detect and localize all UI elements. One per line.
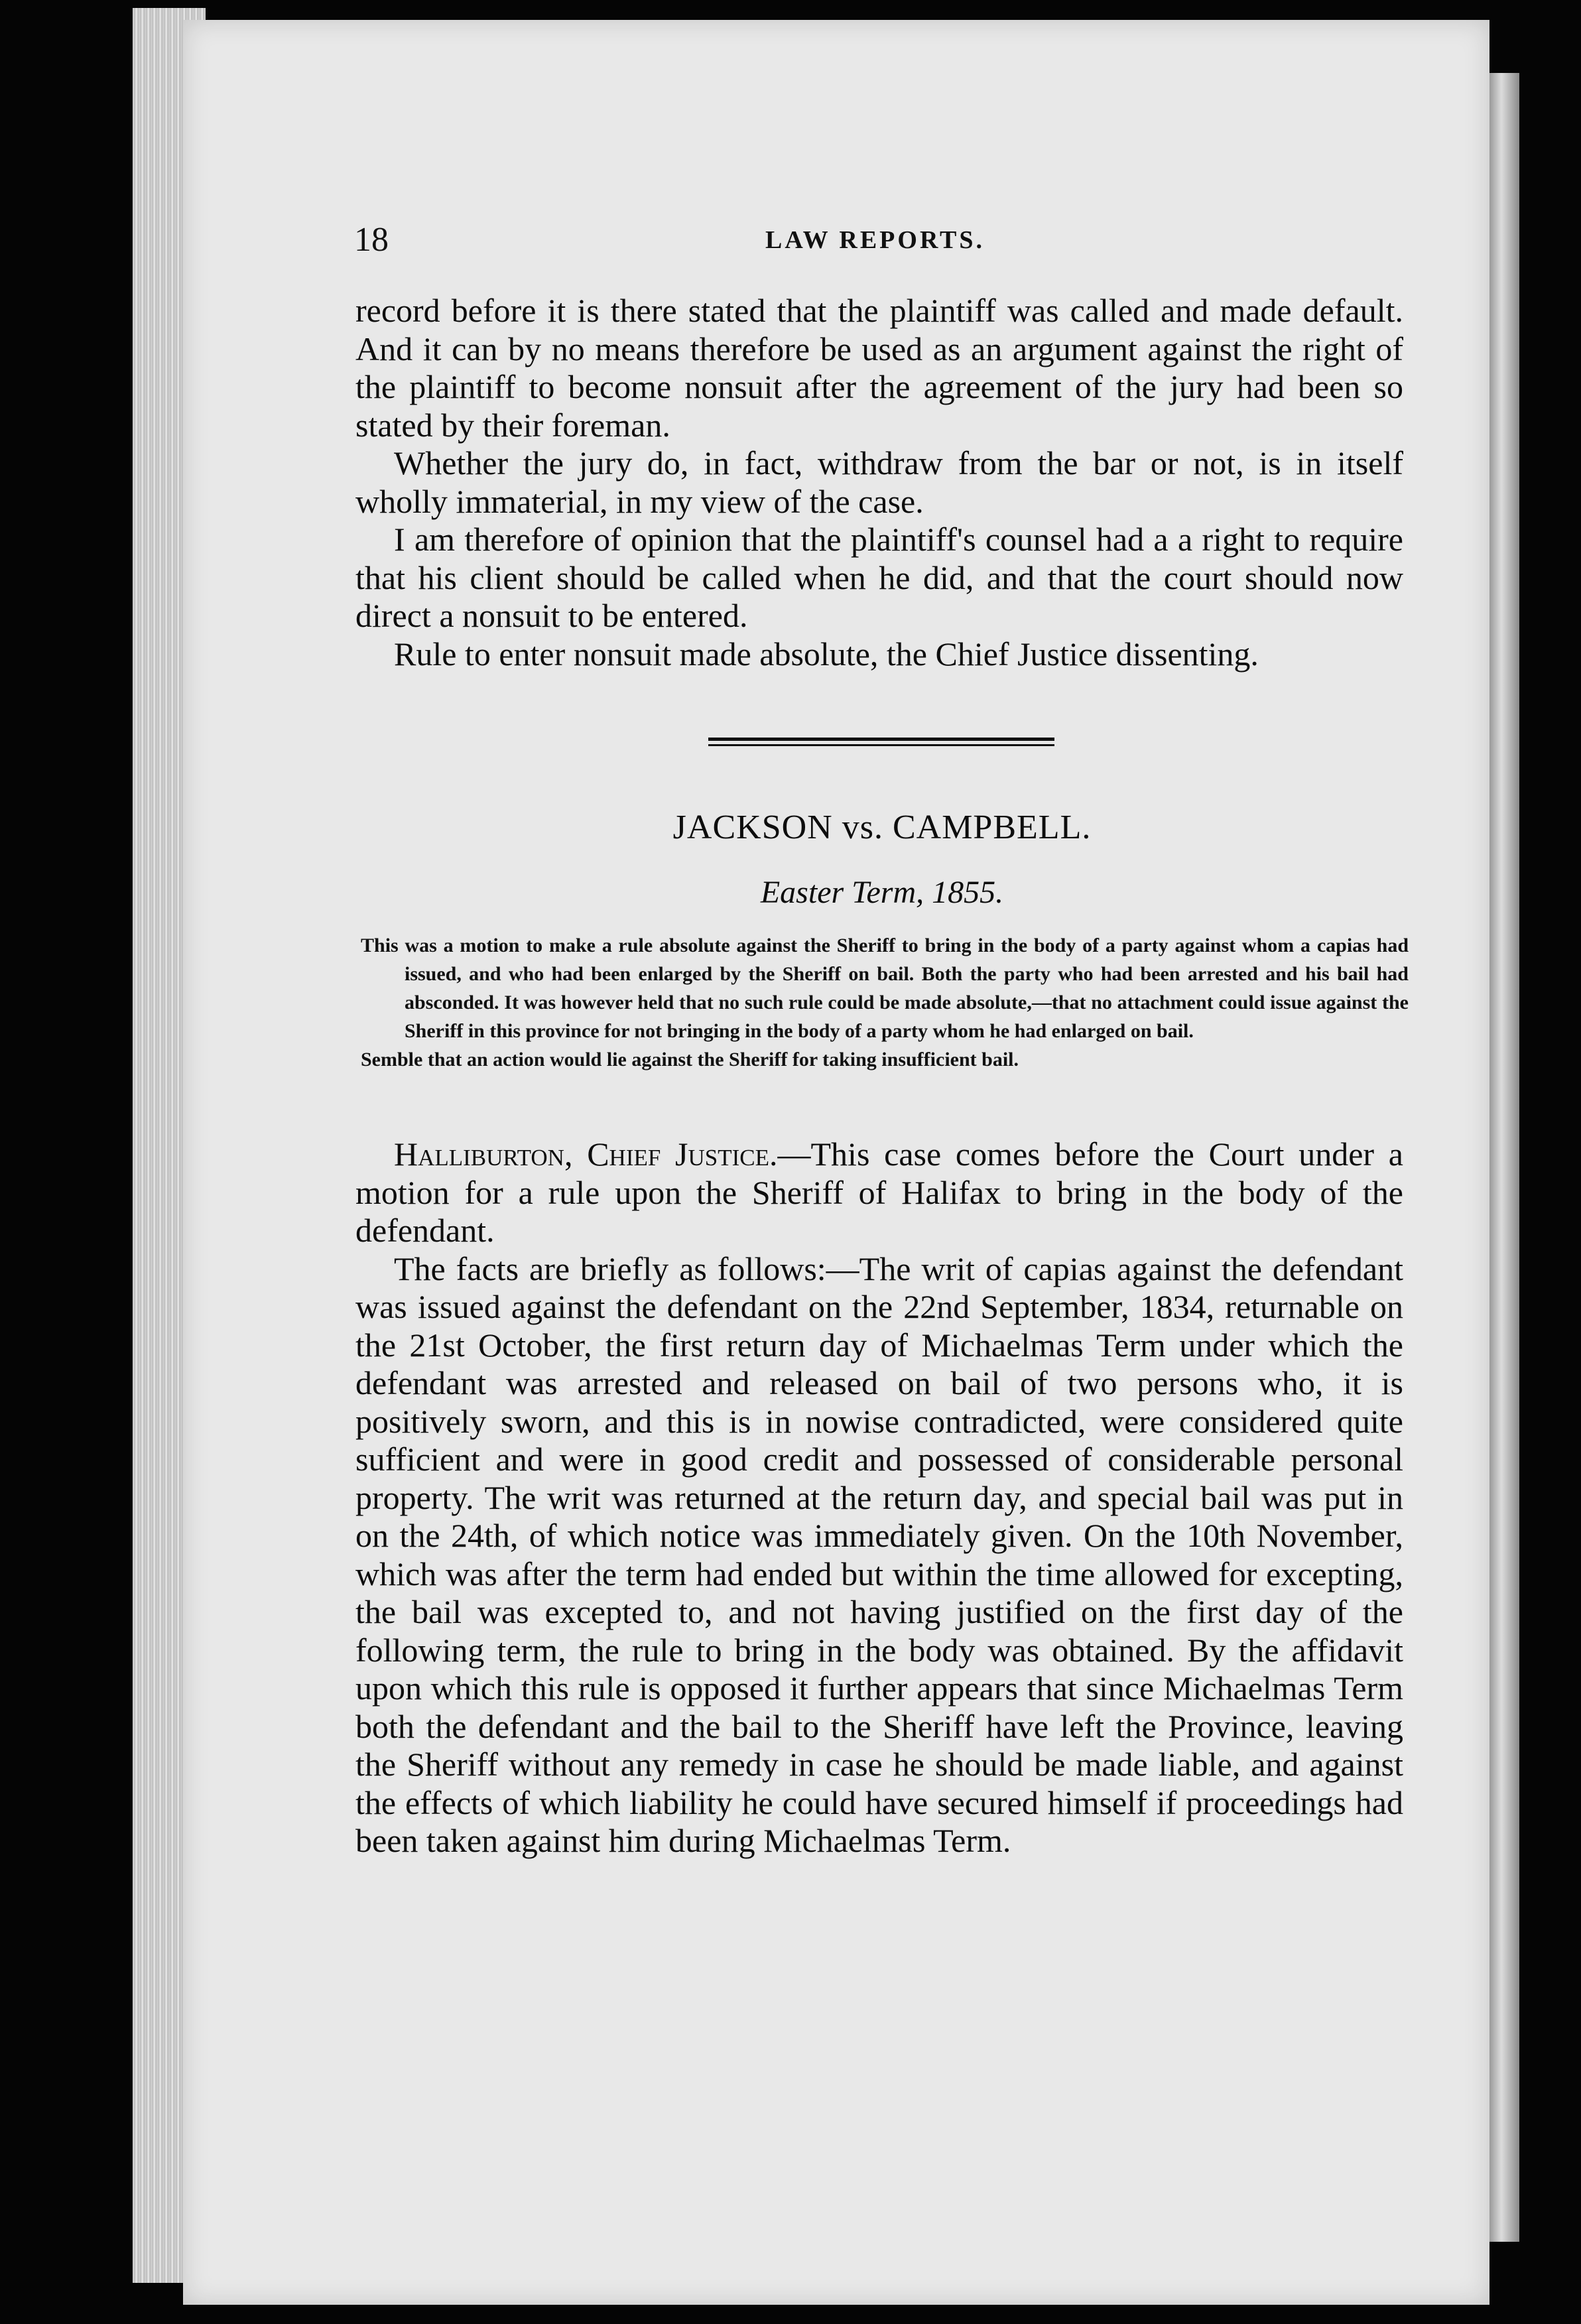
paragraph: Whether the jury do, in fact, withdraw from the bar or not, is in itself wholly immaterial, in my view of the case.	[355, 444, 1403, 520]
paragraph: record before it is there stated that the plaintiff was called and made default. And it can by no means therefore be used as an argument against the right of the plaintiff to become nonsuit after the agreement of the jury had been so stated by their foreman.	[355, 292, 1403, 444]
paragraph: The facts are briefly as follows:—The writ of capias against the defendant was issued against the defendant on the 22nd September, 1834, returnable on the 21st October, the first return day of Michaelmas Term under which the defendant was arrested and released on bail of two persons who, it is positively sworn, and this is in nowise contradicted, were considered quite sufficient and were in good credit and possessed of considerable personal property. The writ was returned at the return day, and special bail was put in on the 24th, of which notice was immediately given. On the 10th November, which was after the term had ended but within the time allowed for excepting, the bail was excepted to, and not having justified on the first day of the following term, the rule to bring in the body was obtained. By the affidavit upon which this rule is opposed it further appears that since Michaelmas Term both the defendant and the bail to the Sheriff have left the Province, leaving the Sheriff without any remedy in case he should be made liable, and against the effects of which liability he could have secured himself if proceedings had been taken against him during Michaelmas Term.	[355, 1250, 1403, 1859]
headnote-paragraph: Semble that an action would lie against the Sheriff for taking insufficient bail.	[361, 1049, 1019, 1070]
previous-case-conclusion	[355, 292, 1403, 673]
headnote	[361, 931, 1409, 1074]
page-number: 18	[354, 221, 389, 259]
page-right-edge	[1489, 73, 1519, 2242]
paragraph	[355, 1135, 1403, 1250]
case-title: JACKSON vs. CAMPBELL.	[672, 808, 1092, 846]
running-head	[354, 220, 1402, 267]
running-title: LAW REPORTS.	[765, 226, 985, 254]
headnote-paragraph: This was a motion to make a rule absolute against the Sheriff to bring in the body of a party against whom a capias had issued, and who had been enlarged by the Sheriff on bail. Both the party who had been arrested and his bail had absconded. It was however held that no such rule could be made absolute,—that no attachment could issue against the Sheriff in this province for not bringing in the body of a party whom he had enlarged on bail.	[361, 935, 1409, 1042]
paragraph: I am therefore of opinion that the plaintiff's counsel had a a right to require that his client should be called when he did, and that the court should now direct a nonsuit to be entered.	[355, 521, 1403, 634]
opinion-text	[355, 1135, 1403, 1860]
section-divider-bottom	[708, 744, 1054, 746]
judge-name: Halliburton, Chief Justice.	[394, 1135, 778, 1173]
case-term: Easter Term, 1855.	[760, 875, 1004, 910]
paragraph-text: —This case comes before the Court under a motion for a rule upon the Sheriff of Halifax to bring in the body of the defendant.	[355, 1135, 1404, 1249]
paragraph: Rule to enter nonsuit made absolute, the Chief Justice dissenting.	[394, 635, 1259, 673]
section-divider-top	[708, 738, 1054, 741]
